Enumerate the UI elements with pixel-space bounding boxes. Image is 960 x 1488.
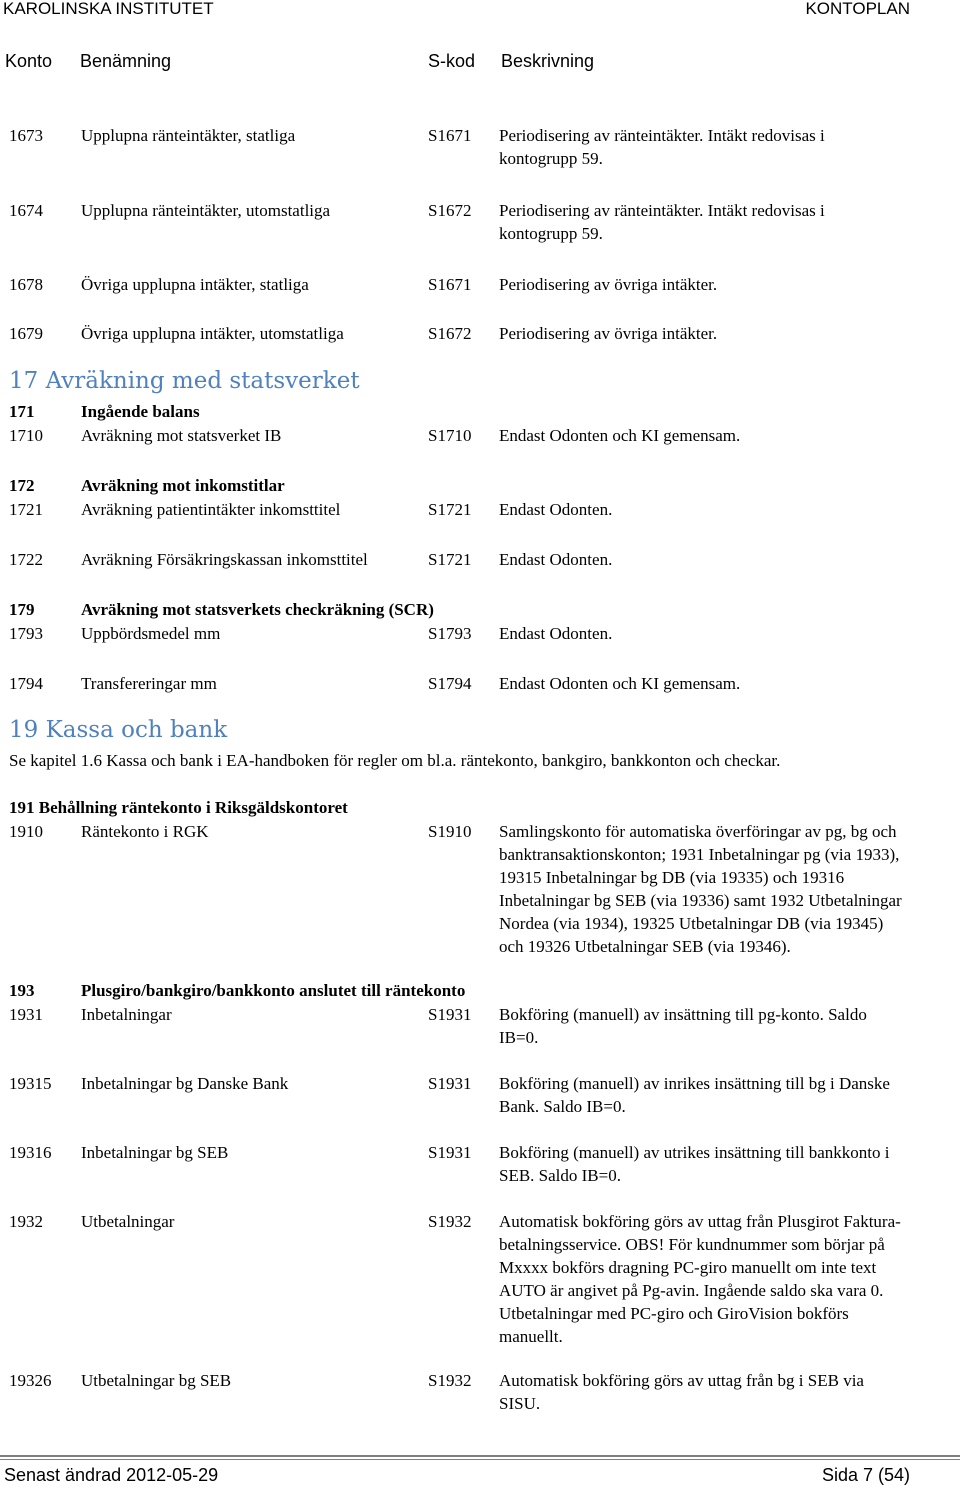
account-description: Automatisk bokföring görs av uttag från Plusgirot Faktura- betalningsservice. OBS! För kundnummer som börjar på Mxxxx bokförs dragning PC-giro manuellt om inte text AUTO är angivet på Pg-avin. Ingående saldo ska vara 0. Utbetalningar med PC-giro och GiroVision bokförs manuellt. <box>499 1212 901 1346</box>
footer-page-number: Sida 7 (54) <box>821 1465 910 1485</box>
account-name: Utbetalningar bg SEB <box>81 1371 232 1390</box>
account-description: Endast Odonten. <box>499 550 613 569</box>
s-code: S1721 <box>428 550 472 569</box>
account-description: Periodisering av ränteintäkter. Intäkt redovisas i kontogrupp 59. <box>499 201 825 243</box>
account-description: Periodisering av övriga intäkter. <box>499 324 718 343</box>
footer-last-modified: Senast ändrad 2012-05-29 <box>4 1465 219 1485</box>
account-description: Samlingskonto för automatiska överföringar av pg, bg och banktransaktionskonton; 1931 Inbetalningar pg (via 1933), 19315 Inbetalningar bg DB (via 19335) och 19316 Inbetalningar bg SEB (via 19336) samt 1932 Utbetalningar Nordea (via 1934), 19325 Utbetalningar DB (via 19345) och 19326 Utbetalningar SEB (via 19346). <box>499 822 902 956</box>
account-description: Periodisering av ränteintäkter. Intäkt redovisas i kontogrupp 59. <box>499 126 825 168</box>
group-number: 179 <box>9 600 35 619</box>
account-number: 1794 <box>9 674 43 693</box>
footer-rule-inner <box>0 1459 960 1460</box>
account-name: Avräkning mot statsverket IB <box>81 426 282 445</box>
group-name: Avräkning mot statsverkets checkräkning (SCR) <box>81 600 434 619</box>
s-code: S1671 <box>428 126 472 145</box>
group-title: 191 Behållning räntekonto i Riksgäldskontoret <box>9 798 348 817</box>
s-code: S1793 <box>428 624 472 643</box>
group-number: 193 <box>9 981 35 1000</box>
s-code: S1932 <box>428 1212 472 1231</box>
group-number: 172 <box>9 476 35 495</box>
account-name: Inbetalningar <box>81 1005 172 1024</box>
s-code: S1710 <box>428 426 472 445</box>
s-code: S1672 <box>428 201 472 220</box>
account-name: Avräkning Försäkringskassan inkomsttitel <box>81 550 368 569</box>
account-name: Avräkning patientintäkter inkomsttitel <box>81 500 341 519</box>
account-number: 1910 <box>9 822 43 841</box>
account-number: 19326 <box>9 1371 52 1390</box>
account-number: 1674 <box>9 201 43 220</box>
account-name: Upplupna ränteintäkter, utomstatliga <box>81 201 331 220</box>
account-name: Uppbördsmedel mm <box>81 624 221 643</box>
account-number: 1673 <box>9 126 43 145</box>
account-name: Utbetalningar <box>81 1212 175 1231</box>
s-code: S1931 <box>428 1143 472 1162</box>
group-name: Ingående balans <box>81 402 200 421</box>
account-description: Endast Odonten. <box>499 624 613 643</box>
s-code: S1931 <box>428 1074 472 1093</box>
header-institution: KAROLINSKA INSTITUTET <box>3 0 214 18</box>
note-text: Se kapitel 1.6 Kassa och bank i EA-handboken för regler om bl.a. räntekonto, bankgiro, bankkonton och checkar. <box>9 751 781 770</box>
section-heading-17: 17 Avräkning med statsverket <box>9 368 360 394</box>
group-number: 171 <box>9 402 35 421</box>
s-code: S1672 <box>428 324 472 343</box>
account-number: 19316 <box>9 1143 52 1162</box>
s-code: S1721 <box>428 500 472 519</box>
account-number: 1932 <box>9 1212 43 1231</box>
s-code: S1910 <box>428 822 472 841</box>
column-header-skod: S-kod <box>428 51 476 71</box>
header-document-title: KONTOPLAN <box>805 0 910 18</box>
account-name: Inbetalningar bg Danske Bank <box>81 1074 289 1093</box>
column-header-benamning: Benämning <box>80 51 172 71</box>
s-code: S1931 <box>428 1005 472 1024</box>
group-name: Avräkning mot inkomstitlar <box>81 476 285 495</box>
account-description: Endast Odonten och KI gemensam. <box>499 674 741 693</box>
account-description: Bokföring (manuell) av utrikes insättning till bankkonto i SEB. Saldo IB=0. <box>499 1143 890 1185</box>
s-code: S1932 <box>428 1371 472 1390</box>
account-number: 1931 <box>9 1005 43 1024</box>
account-number: 1710 <box>9 426 43 445</box>
account-description: Bokföring (manuell) av inrikes insättning till bg i Danske Bank. Saldo IB=0. <box>499 1074 890 1116</box>
account-description: Endast Odonten. <box>499 500 613 519</box>
account-number: 1679 <box>9 324 43 343</box>
account-name: Inbetalningar bg SEB <box>81 1143 229 1162</box>
account-number: 1793 <box>9 624 43 643</box>
section-heading-19: 19 Kassa och bank <box>9 717 228 743</box>
footer-rule <box>0 1455 960 1457</box>
account-description: Bokföring (manuell) av insättning till pg-konto. Saldo IB=0. <box>499 1005 867 1047</box>
account-name: Upplupna ränteintäkter, statliga <box>81 126 296 145</box>
account-number: 19315 <box>9 1074 52 1093</box>
account-name: Transfereringar mm <box>81 674 217 693</box>
column-header-beskrivning: Beskrivning <box>501 51 595 71</box>
column-header-konto: Konto <box>5 51 53 71</box>
account-description: Endast Odonten och KI gemensam. <box>499 426 741 445</box>
account-number: 1678 <box>9 275 43 294</box>
account-name: Räntekonto i RGK <box>81 822 209 841</box>
account-name: Övriga upplupna intäkter, utomstatliga <box>81 324 344 343</box>
group-name: Plusgiro/bankgiro/bankkonto anslutet till räntekonto <box>81 981 466 1000</box>
account-number: 1722 <box>9 550 43 569</box>
account-description: Periodisering av övriga intäkter. <box>499 275 718 294</box>
account-name: Övriga upplupna intäkter, statliga <box>81 275 309 294</box>
s-code: S1794 <box>428 674 472 693</box>
account-number: 1721 <box>9 500 43 519</box>
account-description: Automatisk bokföring görs av uttag från bg i SEB via SISU. <box>499 1371 864 1413</box>
s-code: S1671 <box>428 275 472 294</box>
